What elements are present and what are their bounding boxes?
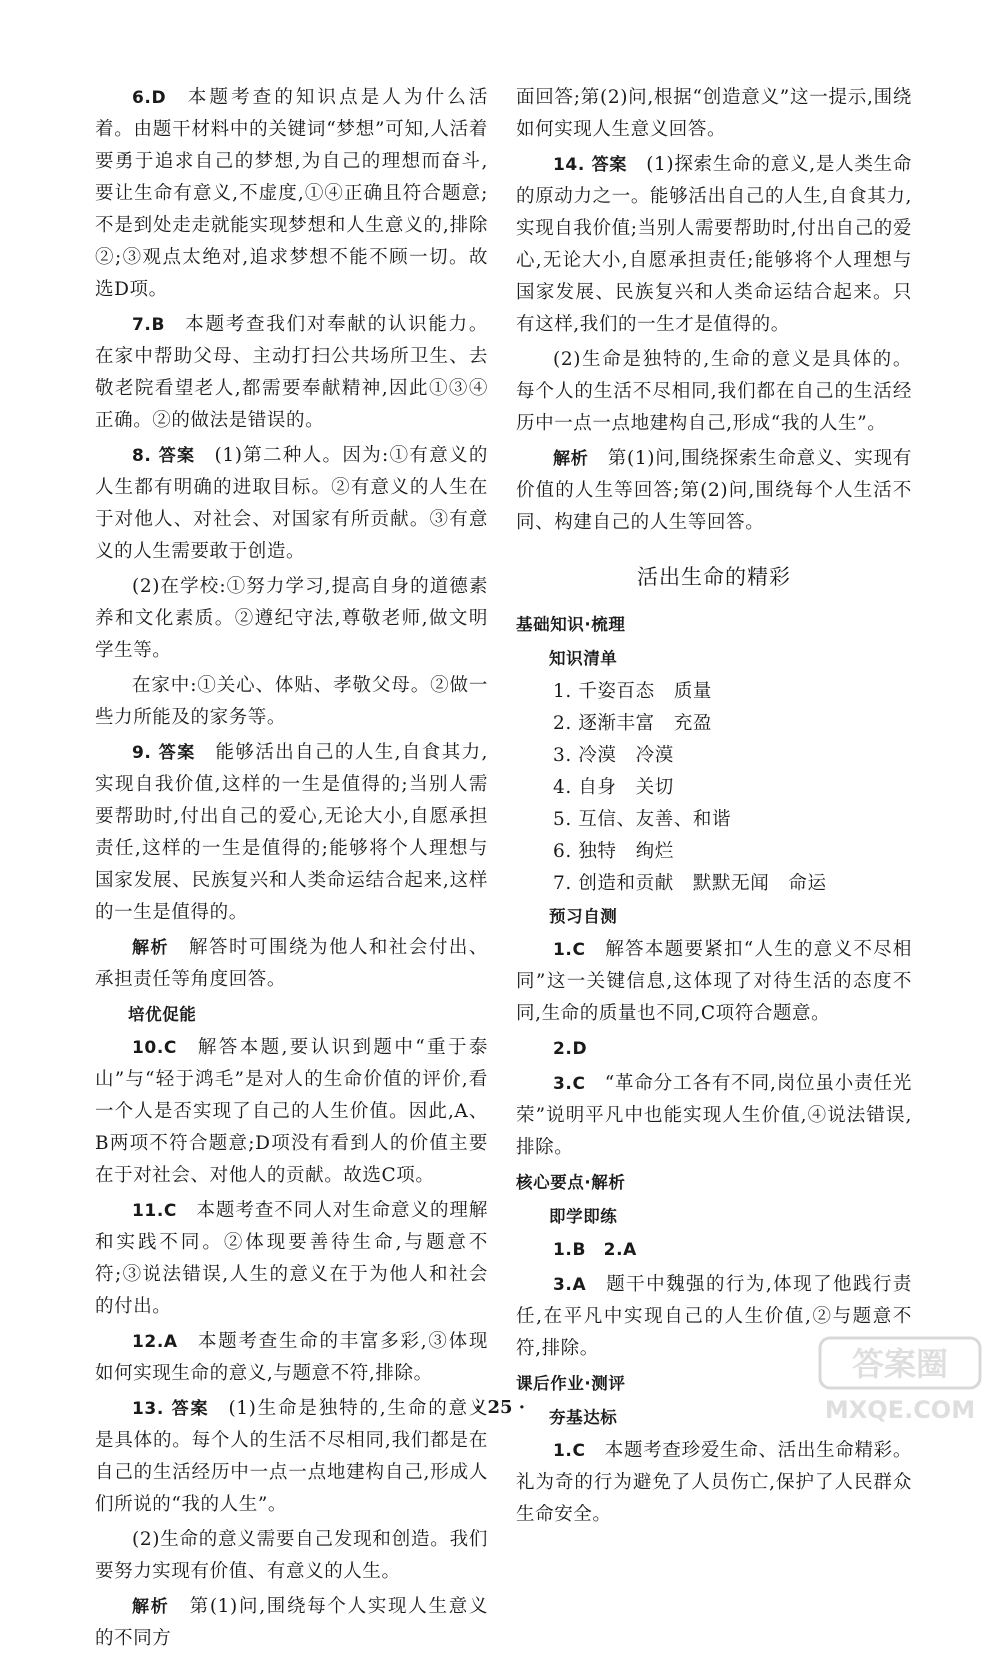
answer-paragraph xyxy=(95,309,488,437)
answer-number: 9. 答案 xyxy=(132,743,196,763)
knowledge-item: 2. 逐渐丰富 充盈 xyxy=(553,713,713,734)
knowledge-item: 4. 自身 关切 xyxy=(553,777,674,798)
knowledge-item: 7. 创造和贡献 默默无闻 命运 xyxy=(553,873,827,894)
heading-preview: 预习自测 xyxy=(549,907,618,926)
answer-paragraph xyxy=(95,1195,488,1323)
answer-text: 本题考查我们对奉献的认识能力。在家中帮助父母、主动打扫公共场所卫生、去敬老院看望老人,都需要奉献精神,因此①③④正确。②的做法是错误的。 xyxy=(95,314,488,431)
answer-text: 能够活出自己的人生,自食其力,实现自我价值,这样的一生是值得的;当别人需要帮助时,付出自己的爱心,无论大小,自愿承担责任,这样的一生是值得的;能够将个人理想与国家发展、民族复兴和人类命运结合起来,这样的一生是值得的。 xyxy=(95,742,488,923)
answer-paragraph xyxy=(95,670,488,734)
answer-text: (1)第二种人。因为:①有意义的人生都有明确的进取目标。②有意义的人生在于对他人、对社会、对国家有所贡献。③有意义的人生需要敢于创造。 xyxy=(95,445,488,562)
heading-basic-target: 夯基达标 xyxy=(549,1408,618,1427)
answer-text: 第(1)问,围绕探索生命意义、实现有价值的人生等回答;第(2)问,围绕每个人生活不同、构建自己的人生等回答。 xyxy=(516,448,912,533)
knowledge-item: 1. 千姿百态 质量 xyxy=(553,681,713,702)
knowledge-item: 3. 冷漠 冷漠 xyxy=(553,745,674,766)
answer-text: 本题考查生命的丰富多彩,③体现如何实现生命的意义,与题意不符,排除。 xyxy=(95,1331,488,1384)
answer-number: 14. 答案 xyxy=(553,155,628,175)
answer-paragraph xyxy=(95,1032,488,1192)
answer-paragraph xyxy=(95,571,488,667)
watermark-url: MXQE.COM xyxy=(824,1396,976,1424)
answer-text: (2)生命是独特的,生命的意义是具体的。每个人的生活不尽相同,我们都在自己的生活经历中一点一点地建构自己,形成“我的人生”。 xyxy=(516,349,912,434)
heading-basic-knowledge: 基础知识·梳理 xyxy=(516,615,626,634)
answer-text: (1)探索生命的意义,是人类生命的原动力之一。能够活出自己的人生,自食其力,实现自我价值;当别人需要帮助时,付出自己的爱心,无论大小,自愿承担责任;能够将个人理想与国家发展、民族复兴和人类命运结合起来。只有这样,我们的一生才是值得的。 xyxy=(516,154,913,335)
answer-number: 1.C xyxy=(553,940,586,960)
answer-text: 本题考查珍爱生命、活出生命精彩。礼为奇的行为避免了人员伤亡,保护了人民群众生命安全。 xyxy=(516,1440,912,1525)
answer-text: “革命分工各有不同,岗位虽小责任光荣”说明平凡中也能实现人生价值,④说法错误,排除。 xyxy=(516,1073,912,1158)
answer-text: 解答本题要紧扣“人生的意义不尽相同”这一关键信息,这体现了对待生活的态度不同,生命的质量也不同,C项符合题意。 xyxy=(516,939,912,1024)
basic-answers xyxy=(516,1435,912,1531)
answer-paragraph xyxy=(95,1326,488,1390)
answer-text: 本题考查的知识点是人为什么活着。由题干材料中的关键词“梦想”可知,人活着要勇于追求自己的梦想,为自己的理想而奋斗,要让生命有意义,不虚度,①④正确且符合题意;不是到处走走就能实现梦想和人生意义的,排除②;③观点太绝对,追求梦想不能不顾一切。故选D项。 xyxy=(95,87,488,300)
answer-block-continued xyxy=(516,82,912,539)
answer-number: 10.C xyxy=(132,1038,177,1058)
answer-paragraph xyxy=(516,1068,912,1164)
watermark-text: 答案圈 xyxy=(851,1345,949,1383)
answer-number: 解析 xyxy=(132,938,169,958)
heading-homework: 课后作业·测评 xyxy=(516,1374,626,1393)
answer-text: (2)在学校:①努力学习,提高自身的道德素养和文化素质。②遵纪守法,尊敬老师,做文明学生等。 xyxy=(95,576,488,661)
answer-number: 解析 xyxy=(553,449,589,469)
answer-number: 6.D xyxy=(132,88,167,108)
answer-text: 题干中魏强的行为,体现了他践行责任,在平凡中实现自己的人生价值,②与题意不符,排除。 xyxy=(516,1274,912,1359)
answer-paragraph xyxy=(516,1033,912,1065)
answer-paragraph xyxy=(95,82,488,306)
left-column xyxy=(95,82,488,1658)
answer-paragraph xyxy=(516,1234,912,1266)
answer-paragraph xyxy=(516,82,912,146)
answer-text: 本题考查不同人对生命意义的理解和实践不同。②体现要善待生命,与题意不符;③说法错误,人生的意义在于为他人和社会的付出。 xyxy=(95,1200,488,1317)
answer-number: 1.C xyxy=(553,1441,586,1461)
right-column xyxy=(516,82,912,1534)
answer-text: (1)生命是独特的,生命的意义是具体的。每个人的生活不尽相同,我们都是在自己的生活经历中一点一点地建构自己,形成人们所说的“我的人生”。 xyxy=(95,1398,488,1515)
answer-number: 解析 xyxy=(132,1597,170,1617)
answer-text: 解答本题,要认识到题中“重于泰山”与“轻于鸿毛”是对人的生命价值的评价,看一个人是否实现了自己的人生价值。因此,A、B两项不符合题意;D项没有看到人的价值主要在于对社会、对他人的贡献。故选C项。 xyxy=(95,1037,488,1186)
answer-paragraph xyxy=(95,932,488,996)
answer-paragraph xyxy=(516,934,912,1030)
answer-paragraph xyxy=(95,1524,488,1588)
heading-core-points: 核心要点·解析 xyxy=(516,1173,626,1192)
answer-number: 1.B 2.A xyxy=(553,1240,637,1260)
knowledge-item: 6. 独特 绚烂 xyxy=(553,841,674,862)
answer-number: 2.D xyxy=(553,1039,588,1059)
answer-text: 第(1)问,围绕每个人实现人生意义的不同方 xyxy=(95,1596,489,1649)
answer-paragraph xyxy=(95,1591,488,1655)
answer-number: 12.A xyxy=(132,1332,178,1352)
answer-paragraph xyxy=(95,440,488,568)
answer-text: 面回答;第(2)问,根据“创造意义”这一提示,围绕如何实现人生意义回答。 xyxy=(516,87,912,140)
answer-number: 3.C xyxy=(553,1074,586,1094)
answer-text: (2)生命的意义需要自己发现和创造。我们要努力实现有价值、有意义的人生。 xyxy=(95,1529,488,1582)
answer-paragraph xyxy=(516,1435,912,1531)
answer-number: 3.A xyxy=(553,1275,587,1295)
answer-number: 7.B xyxy=(132,315,166,335)
page-number: · 25 · xyxy=(474,1397,526,1418)
watermark-logo xyxy=(814,1330,994,1430)
answer-number: 8. 答案 xyxy=(132,446,196,466)
answer-paragraph xyxy=(95,737,488,929)
answer-text: 解答时可围绕为他人和社会付出、承担责任等角度回答。 xyxy=(95,937,488,990)
preview-answers xyxy=(516,934,912,1164)
heading-knowledge-list: 知识清单 xyxy=(549,649,618,668)
heading-practice: 即学即练 xyxy=(549,1207,618,1226)
heading-advanced: 培优促能 xyxy=(128,1005,197,1024)
answer-number: 13. 答案 xyxy=(132,1399,210,1419)
section-title: 活出生命的精彩 xyxy=(637,565,791,589)
answer-paragraph xyxy=(516,443,912,539)
knowledge-list xyxy=(516,676,912,900)
answer-number: 11.C xyxy=(132,1201,177,1221)
answer-text: 在家中:①关心、体贴、孝敬父母。②做一些力所能及的家务等。 xyxy=(95,675,488,728)
answer-paragraph xyxy=(516,344,912,440)
knowledge-item: 5. 互信、友善、和谐 xyxy=(553,809,732,830)
answer-paragraph xyxy=(516,149,912,341)
